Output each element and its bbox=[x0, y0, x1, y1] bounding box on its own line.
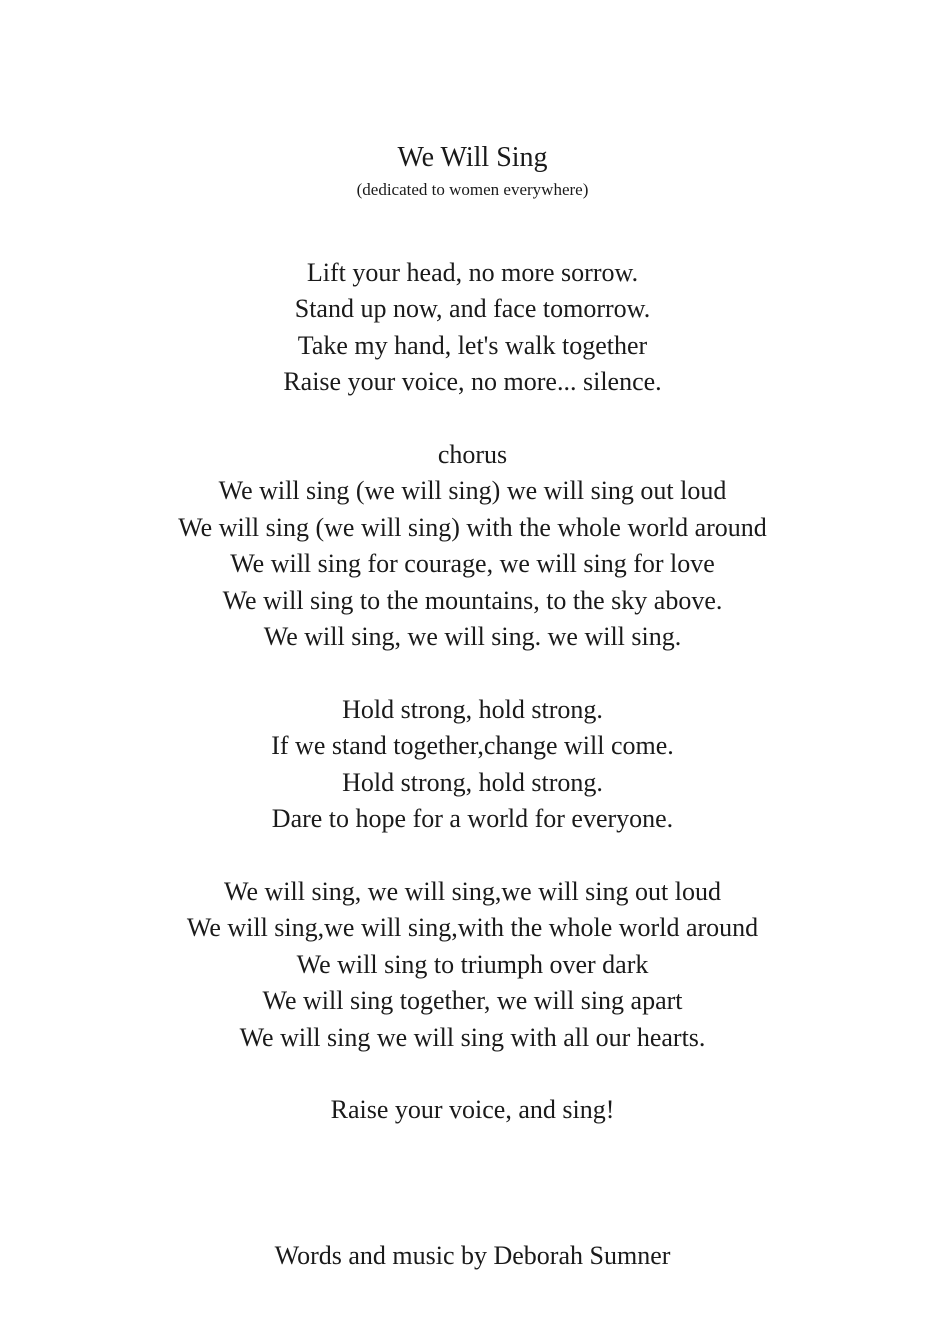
lyric-line: Take my hand, let's walk together bbox=[297, 330, 648, 360]
lyric-line: We will sing to triumph over dark bbox=[296, 949, 649, 979]
lyric-line: Stand up now, and face tomorrow. bbox=[294, 294, 651, 324]
song-dedication: (dedicated to women everywhere) bbox=[356, 180, 589, 199]
lyric-line: We will sing we will sing with all our hearts. bbox=[239, 1022, 706, 1052]
lyric-line: We will sing, we will sing. we will sing. bbox=[263, 621, 682, 651]
lyric-line: Dare to hope for a world for everyone. bbox=[271, 804, 674, 834]
lyric-line: Raise your voice, and sing! bbox=[330, 1095, 615, 1124]
verse-1 bbox=[0, 255, 945, 401]
bridge bbox=[0, 692, 945, 838]
verse-2 bbox=[0, 874, 945, 1056]
chorus-label: chorus bbox=[437, 440, 508, 469]
song-credit: Words and music by Deborah Sumner bbox=[274, 1241, 671, 1270]
lyric-line: Hold strong, hold strong. bbox=[342, 695, 603, 724]
lyric-line: We will sing (we will sing) with the whole world around bbox=[178, 512, 767, 542]
lyric-line: We will sing (we will sing) we will sing out loud bbox=[218, 476, 727, 506]
lyric-line: We will sing to the mountains, to the sky above. bbox=[222, 585, 723, 615]
song-title: We Will Sing bbox=[397, 142, 548, 173]
lyric-line: Raise your voice, no more... silence. bbox=[283, 367, 662, 397]
closing-line bbox=[0, 1092, 945, 1128]
lyric-line: We will sing for courage, we will sing for love bbox=[230, 549, 715, 579]
lyric-line: Hold strong, hold strong. bbox=[342, 767, 603, 797]
lyric-line: If we stand together,change will come. bbox=[271, 731, 674, 761]
lyric-line: We will sing, we will sing,we will sing out loud bbox=[224, 877, 721, 906]
chorus bbox=[0, 437, 945, 655]
lyric-line: We will sing,we will sing,with the whole world around bbox=[186, 913, 759, 943]
lyric-line: We will sing together, we will sing apart bbox=[262, 986, 683, 1016]
lyric-line: Lift your head, no more sorrow. bbox=[306, 258, 639, 287]
